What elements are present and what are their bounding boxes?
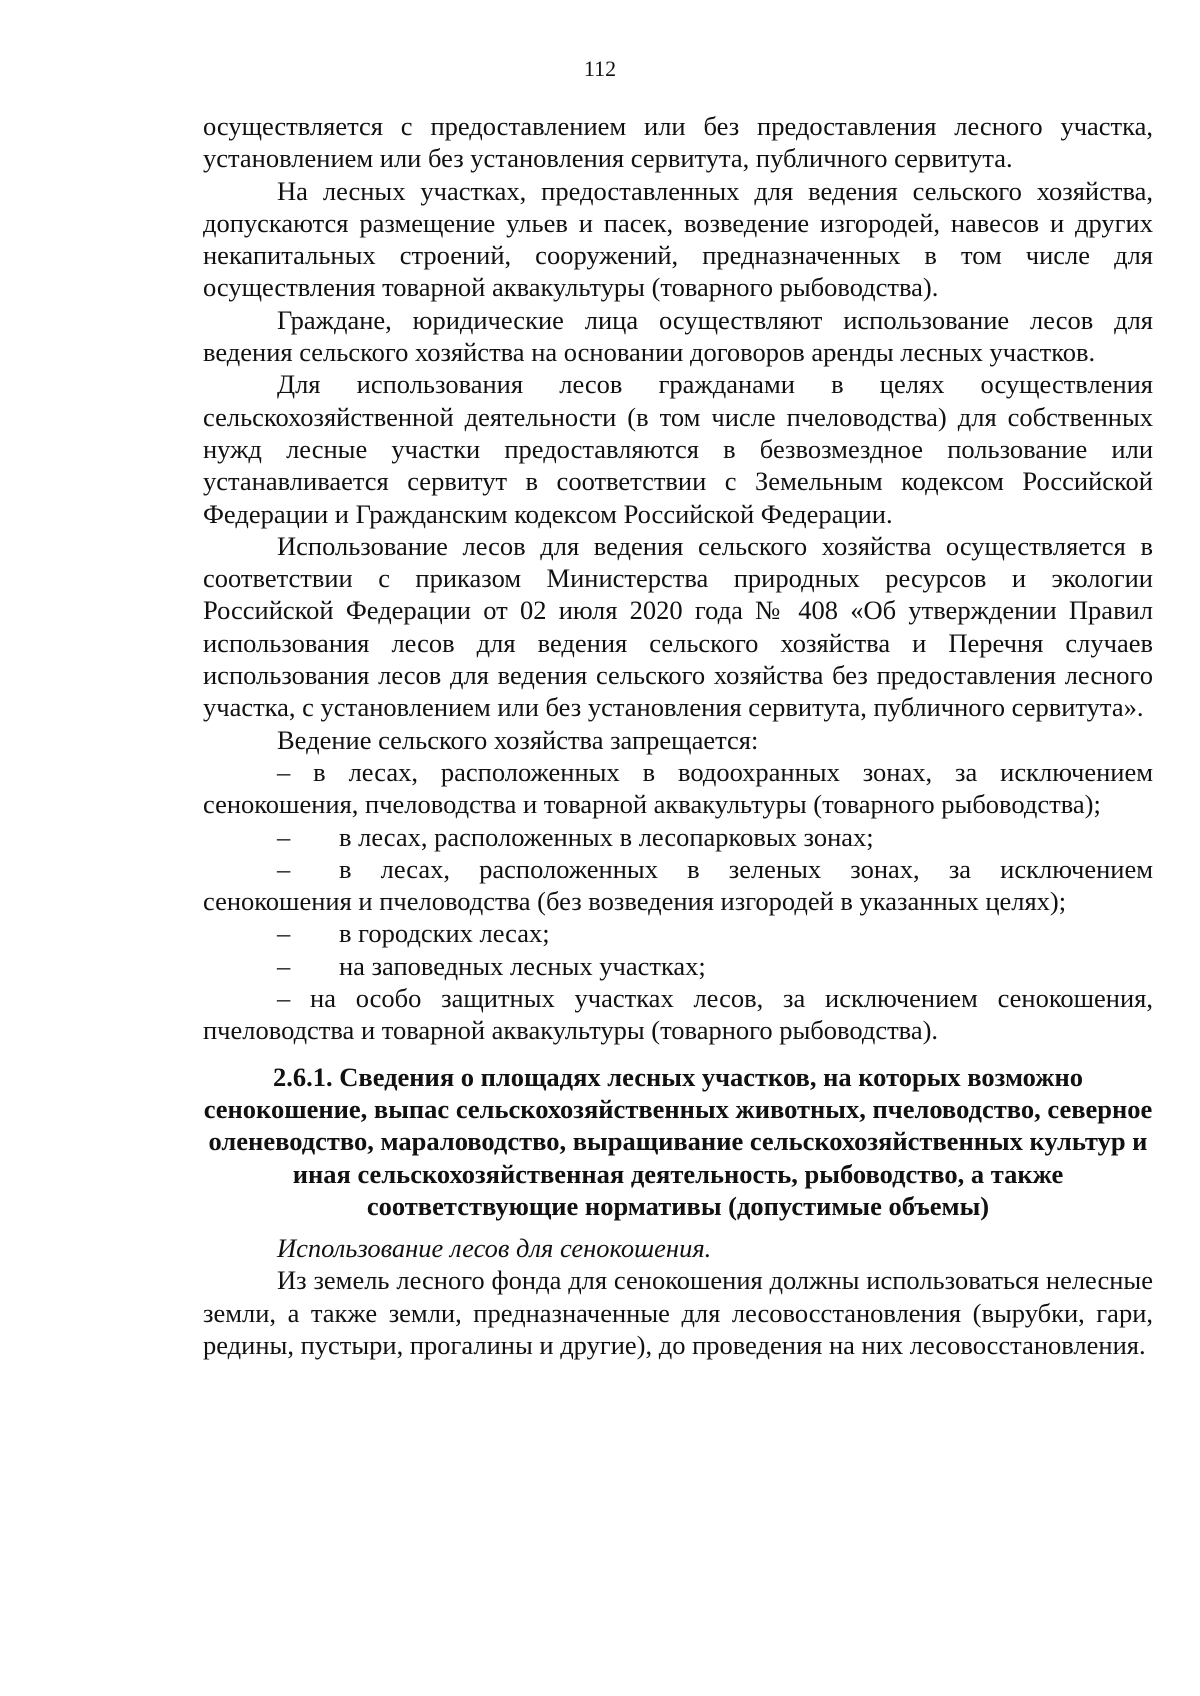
paragraph-lease: Граждане, юридические лица осуществляют использование лесов для ведения сельского хозяйства на основании договоров аренды лесных участков. xyxy=(203,304,1153,368)
subheading-haymaking: Использование лесов для сенокошения. xyxy=(277,1233,712,1264)
paragraph-order-408: Использование лесов для ведения сельского хозяйства осуществляется в соответствии с приказом Министерства природных ресурсов и экологии Российской Федерации от 02 июля 2020 года № 408 «Об утверждении Правил использования лесов для ведения сельского хозяйства и Перечня случаев использования лесов для ведения сельского хозяйства без предоставления лесного участка, с установлением или без установления сервитута, публичного сервитута». xyxy=(203,530,1153,723)
prohibition-item-water-zones: – в лесах, расположенных в водоохранных зонах, за исключением сенокошения, пчеловодства и товарной аквакультуры (товарного рыбоводства); xyxy=(203,756,1153,820)
list-item-text-continuation: сенокошения и пчеловодства (без возведения изгородей в указанных целях); xyxy=(203,886,1067,917)
list-item-text: на заповедных лесных участках; xyxy=(339,950,706,981)
list-item-text: в лесах, расположенных в зеленых зонах, за исключением xyxy=(339,853,1153,884)
paragraph-continuation: осуществляется с предоставлением или без предоставления лесного участка, установлением или без установления сервитута, публичного сервитута. xyxy=(203,111,1153,174)
prohibition-item-reserved-plots xyxy=(203,950,1153,982)
list-item-text: в городских лесах; xyxy=(339,918,550,949)
paragraph-citizens: Для использования лесов гражданами в целях осуществления сельскохозяйственной деятельности (в том числе пчеловодства) для собственных нужд лесные участки предоставляются в безвозмездное пользование или устанавливается сервитут в соответствии с Земельным кодексом Российской Федерации и Гражданским кодексом Российской Федерации. xyxy=(203,369,1153,529)
list-dash: – xyxy=(277,821,291,852)
list-dash: – xyxy=(277,853,291,884)
paragraph-prohibited-intro: Ведение сельского хозяйства запрещается: xyxy=(277,724,759,755)
section-heading: 2.6.1. Сведения о площадях лесных участков, на которых возможно сенокошение, выпас сельскохозяйственных животных, пчеловодство, северное оленеводство, мараловодство, выращивание сельскохозяйственных культур и иная сельскохозяйственная деятельность, рыбоводство, а также соответствующие нормативы (допустимые объемы) xyxy=(203,1061,1153,1221)
paragraph-apiaries: На лесных участках, предоставленных для ведения сельского хозяйства, допускаются размещение ульев и пасек, возведение изгородей, навесов и других некапитальных строений, сооружений, предназначенных в том числе для осуществления товарной аквакультуры (товарного рыбоводства). xyxy=(203,175,1153,303)
prohibition-item-protective-plots: – на особо защитных участках лесов, за исключением сенокошения, пчеловодства и товарной аквакультуры (товарного рыбоводства). xyxy=(203,983,1153,1046)
list-dash: – xyxy=(277,918,291,949)
list-item-text: в лесах, расположенных в лесопарковых зонах; xyxy=(339,821,874,852)
page-number: 112 xyxy=(583,56,617,81)
paragraph-haymaking-lands: Из земель лесного фонда для сенокошения должны использоваться нелесные земли, а также земли, предназначенные для лесовосстановления (вырубки, гари, редины, пустыри, прогалины и другие), до проведения на них лесовосстановления. xyxy=(203,1265,1153,1360)
list-dash: – xyxy=(277,950,291,981)
prohibition-item-city-forests xyxy=(203,917,1153,949)
prohibition-item-green-zones xyxy=(203,853,1153,918)
document-body xyxy=(203,110,1153,1361)
prohibition-item-forest-park xyxy=(203,821,1153,853)
